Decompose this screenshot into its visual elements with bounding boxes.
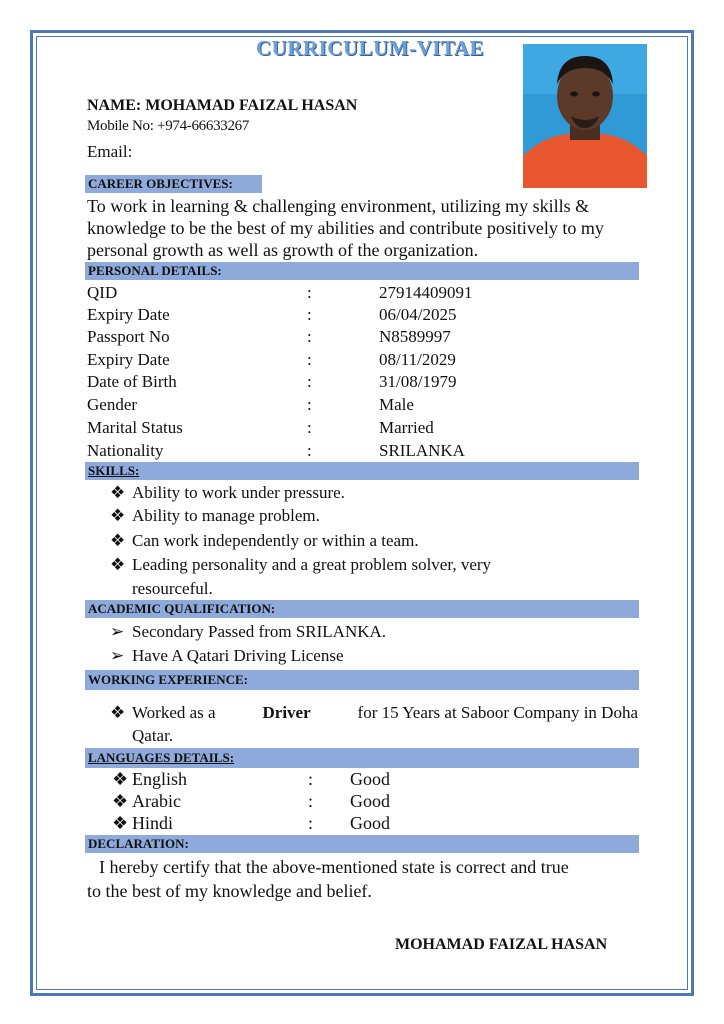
candidate-name: NAME: MOHAMAD FAIZAL HASAN	[87, 97, 358, 114]
field-label: Gender	[87, 395, 138, 414]
field-label: Date of Birth	[87, 372, 177, 391]
diamond-bullet-icon: ❖	[112, 791, 129, 811]
career-line: knowledge to be the best of my abilities and contribute positively to my	[87, 218, 604, 238]
languages-heading: LANGUAGES DETAILS:	[85, 748, 639, 768]
signature-name: MOHAMAD FAIZAL HASAN	[395, 936, 608, 953]
mobile-number: Mobile No: +974-66633267	[87, 118, 250, 134]
diamond-bullet-icon: ❖	[110, 531, 126, 550]
personal-details-heading: PERSONAL DETAILS:	[85, 262, 639, 280]
declaration-text: I hereby certify that the above-mentioned state is correct and true to the best of my knowledge and belief.	[87, 857, 569, 901]
field-label: Marital Status	[87, 418, 183, 437]
diamond-bullet-icon: ❖	[110, 483, 126, 502]
career-objectives-text	[87, 195, 639, 261]
field-label: Expiry Date	[87, 305, 170, 324]
career-objectives-heading: CAREER OBJECTIVES:	[85, 175, 262, 193]
arrow-bullet-icon: ➢	[110, 646, 125, 665]
skills-heading: SKILLS:	[85, 462, 639, 480]
declaration-heading: DECLARATION:	[85, 835, 639, 853]
arrow-bullet-icon: ➢	[110, 622, 125, 641]
field-value: SRILANKA	[379, 441, 465, 460]
email-label: Email:	[87, 142, 133, 161]
academic-heading: ACADEMIC QUALIFICATION:	[85, 600, 639, 618]
field-value: Male	[379, 395, 414, 414]
career-line: personal growth as well as growth of the organization.	[87, 240, 479, 260]
working-experience-heading: WORKING EXPERIENCE:	[85, 670, 639, 690]
field-label: Passport No	[87, 327, 170, 346]
document-title: CURRICULUM-VITAE	[255, 36, 485, 60]
field-value: 08/11/2029	[379, 350, 456, 369]
field-label: QID	[87, 283, 118, 302]
diamond-bullet-icon: ❖	[110, 555, 126, 574]
diamond-bullet-icon: ❖	[112, 769, 129, 789]
field-value: Married	[379, 418, 434, 437]
field-value: N8589997	[379, 327, 451, 346]
field-value: 06/04/2025	[379, 305, 457, 324]
field-label: Nationality	[87, 441, 164, 460]
diamond-bullet-icon: ❖	[112, 813, 129, 833]
profile-photo	[523, 44, 647, 188]
field-value: 27914409091	[379, 283, 473, 302]
diamond-bullet-icon: ❖	[110, 506, 126, 525]
career-line: To work in learning & challenging environment, utilizing my skills &	[87, 196, 590, 216]
job-title: Driver	[262, 703, 311, 722]
field-value: 31/08/1979	[379, 372, 457, 391]
diamond-bullet-icon: ❖	[110, 703, 126, 722]
field-label: Expiry Date	[87, 350, 170, 369]
